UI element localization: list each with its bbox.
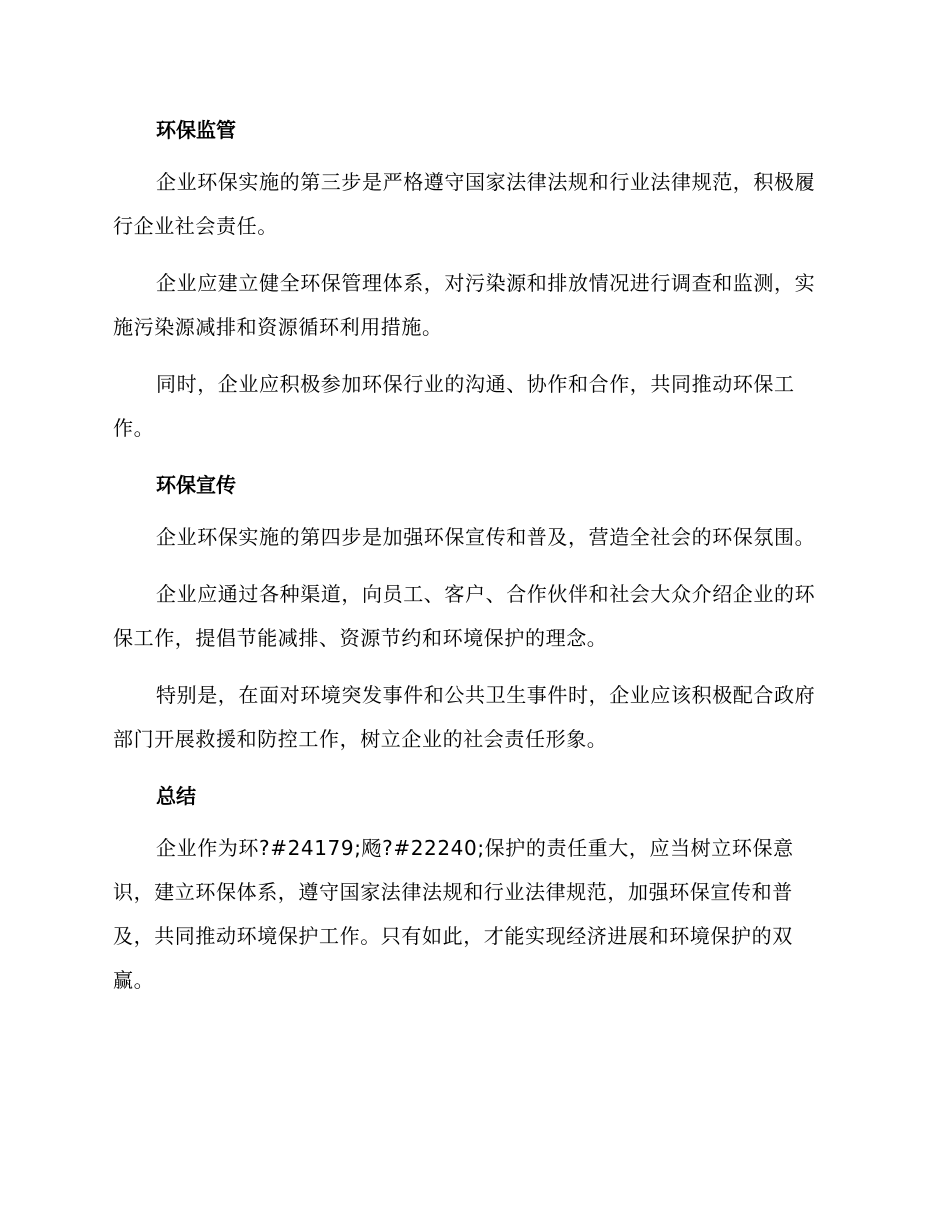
document-body: [113, 108, 833, 1015]
paragraph: 特别是，在面对环境突发事件和公共卫生事件时，企业应该积极配合政府部门开展救援和防控工作，树立企业的社会责任形象。: [113, 683, 816, 751]
paragraph: 企业环保实施的第三步是严格遵守国家法律法规和行业法律规范，积极履行企业社会责任。: [113, 170, 816, 238]
section-heading: 环保监管: [156, 118, 236, 142]
section-summary: [113, 774, 833, 1002]
paragraph: 企业作为环?#24179;飏?#22240;保护的责任重大，应当树立环保意识，建立环保体系，遵守国家法律法规和行业法律规范，加强环保宣传和普及，共同推动环境保护工作。只有如此，才能实现经济进展和环境保护的双赢。: [113, 836, 794, 992]
paragraph: 企业应建立健全环保管理体系，对污染源和排放情况进行调查和监测，实施污染源减排和资源循环利用措施。: [113, 271, 816, 339]
section-heading: 环保宣传: [156, 473, 236, 497]
paragraph: 同时，企业应积极参加环保行业的沟通、协作和合作，共同推动环保工作。: [113, 372, 795, 440]
paragraph: 企业应通过各种渠道，向员工、客户、合作伙伴和社会大众介绍企业的环保工作，提倡节能减排、资源节约和环境保护的理念。: [113, 582, 816, 650]
paragraph: 企业环保实施的第四步是加强环保宣传和普及，营造全社会的环保氛围。: [156, 525, 816, 549]
section-heading: 总结: [156, 784, 196, 808]
section-supervision: [113, 108, 833, 450]
section-publicity: [113, 463, 833, 761]
